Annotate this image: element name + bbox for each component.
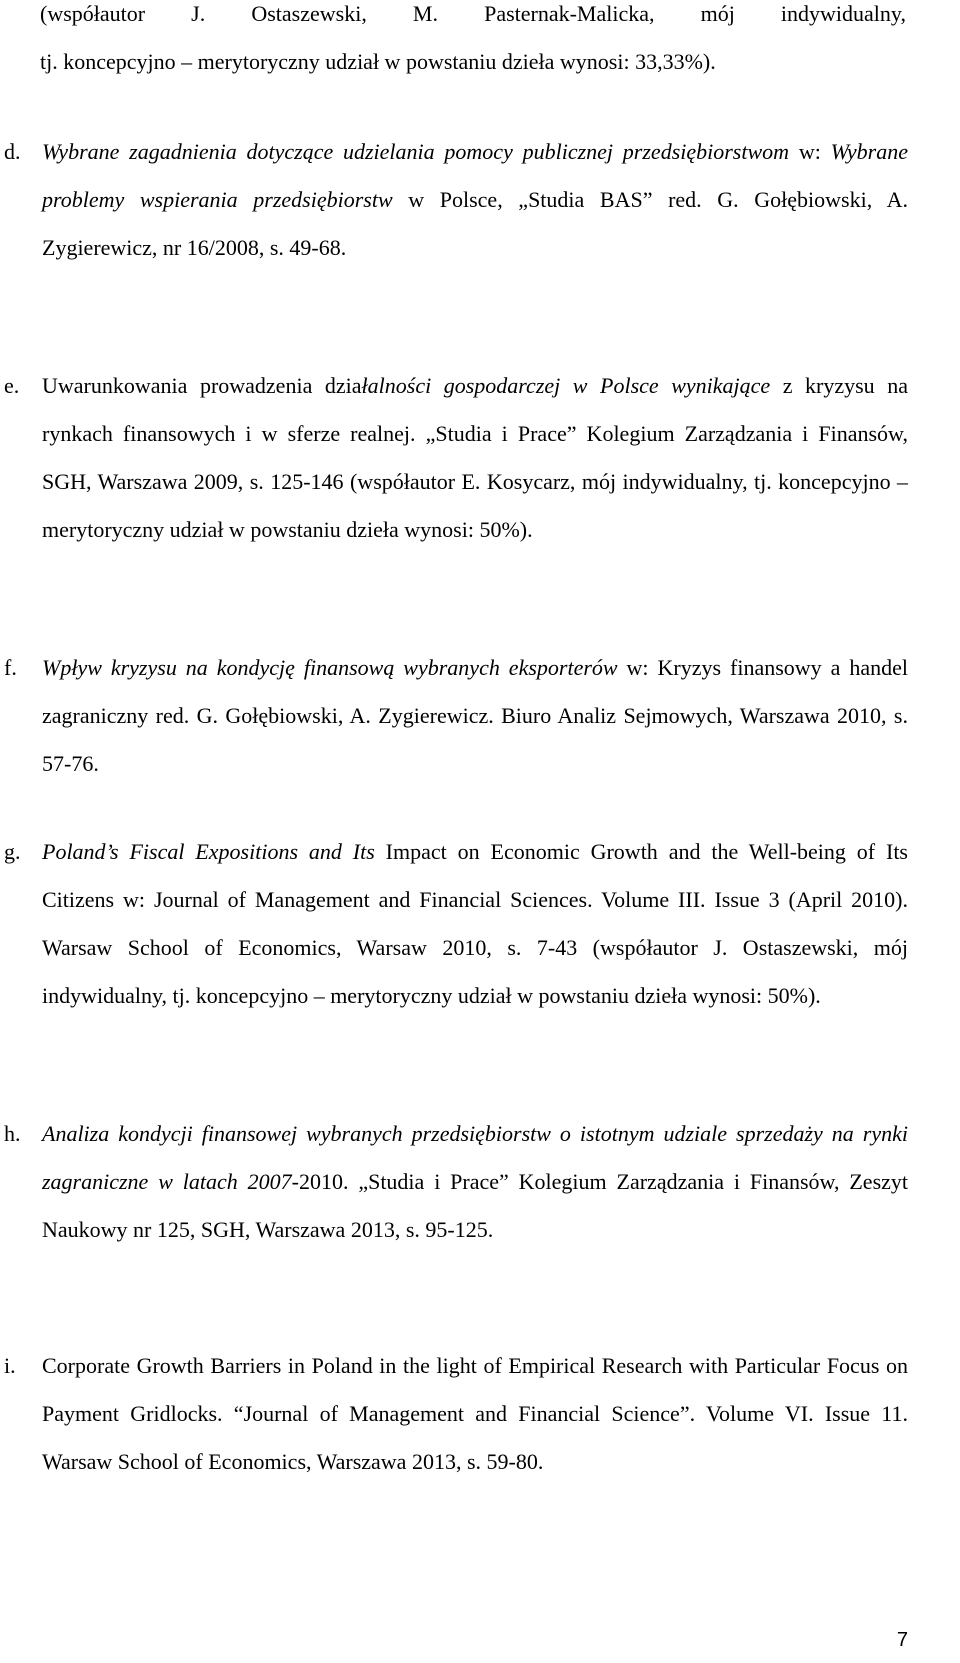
- bibliography-entry-e: [2, 362, 914, 554]
- page-number: 7: [896, 1629, 908, 1651]
- entry-publication: Corporate Growth Barriers in Poland in the light of Empirical Research with Particular Focus on Payment Gridlocks. “Journal of Management and Financial Science”. Volume VI. Issue 11. Warsaw School of Economics, Warszawa 2013, s. 59-80.: [42, 1353, 908, 1474]
- entry-title: Poland’s Fiscal Expositions and Its: [42, 839, 375, 864]
- entry-text: [42, 644, 908, 788]
- entry-book-title: Wybrane problemy wspierania przedsiębiorstw: [42, 139, 908, 212]
- bibliography-entry-g: [2, 828, 914, 1020]
- entry-label: d.: [4, 139, 21, 164]
- entry-publication: w Polsce, „Studia BAS” red. G. Gołębiowski, A. Zygierewicz, nr 16/2008, s. 49-68.: [42, 187, 908, 260]
- continuation-paragraph: [40, 0, 906, 86]
- entry-text: [42, 362, 908, 554]
- entry-text: [42, 128, 908, 272]
- entry-title: Wpływ kryzysu na kondycję finansową wybranych eksporterów: [42, 655, 618, 680]
- continuation-line-2: tj. koncepcyjno – merytoryczny udział w powstaniu dzieła wynosi: 33,33%).: [40, 49, 716, 74]
- continuation-line-1: (współautor J. Ostaszewski, M. Pasternak-Malicka, mój indywidualny,: [40, 1, 906, 26]
- entry-text: [42, 828, 908, 1020]
- entry-label: i.: [4, 1353, 16, 1378]
- entry-publication: -2010. „Studia i Prace” Kolegium Zarządzania i Finansów, Zeszyt Naukowy nr 125, SGH, Warszawa 2013, s. 95-125.: [42, 1169, 909, 1242]
- entry-connector: w:: [789, 139, 831, 164]
- entry-text: [42, 1110, 908, 1254]
- entry-title: łalności gospodarczej w Polsce wynikające: [361, 373, 771, 398]
- entry-label: g.: [4, 839, 21, 864]
- entry-label: e.: [4, 373, 20, 398]
- entry-publication: w: Kryzys finansowy a handel zagraniczny red. G. Gołębiowski, A. Zygierewicz. Biuro Analiz Sejmowych, Warszawa 2010, s. 57-76.: [42, 655, 908, 776]
- entry-label: h.: [4, 1121, 21, 1146]
- entry-publication: Impact on Economic Growth and the Well-being of Its Citizens w: Journal of Management and Financial Sciences. Volume III. Issue 3 (April 2010). Warsaw School of Economics, Warsaw 2010, s. 7-43 (współautor J. Ostaszewski, mój indywidualny, tj. koncepcyjno – merytoryczny udział w powstaniu dzieła wynosi: 50%).: [42, 839, 908, 1008]
- bibliography-entry-f: [2, 644, 914, 788]
- entry-title: Analiza kondycji finansowej wybranych przedsiębiorstw o istotnym udziale sprzedaży na rynki zagraniczne w latach 2007: [42, 1121, 908, 1194]
- entry-label: f.: [4, 655, 17, 680]
- bibliography-entry-d: [2, 128, 914, 272]
- entry-text: [42, 1342, 908, 1486]
- entry-title-start: Uwarunkowania prowadzenia dzia: [42, 373, 362, 398]
- entry-publication: z kryzysu na rynkach finansowych i w sferze realnej. „Studia i Prace” Kolegium Zarządzania i Finansów, SGH, Warszawa 2009, s. 125-146 (współautor E. Kosycarz, mój indywidualny, tj. koncepcyjno – merytoryczny udział w powstaniu dzieła wynosi: 50%).: [42, 373, 908, 542]
- bibliography-entry-i: [2, 1342, 914, 1486]
- entry-title: Wybrane zagadnienia dotyczące udzielania pomocy publicznej przedsiębiorstwom: [42, 139, 790, 164]
- bibliography-entry-h: [2, 1110, 914, 1254]
